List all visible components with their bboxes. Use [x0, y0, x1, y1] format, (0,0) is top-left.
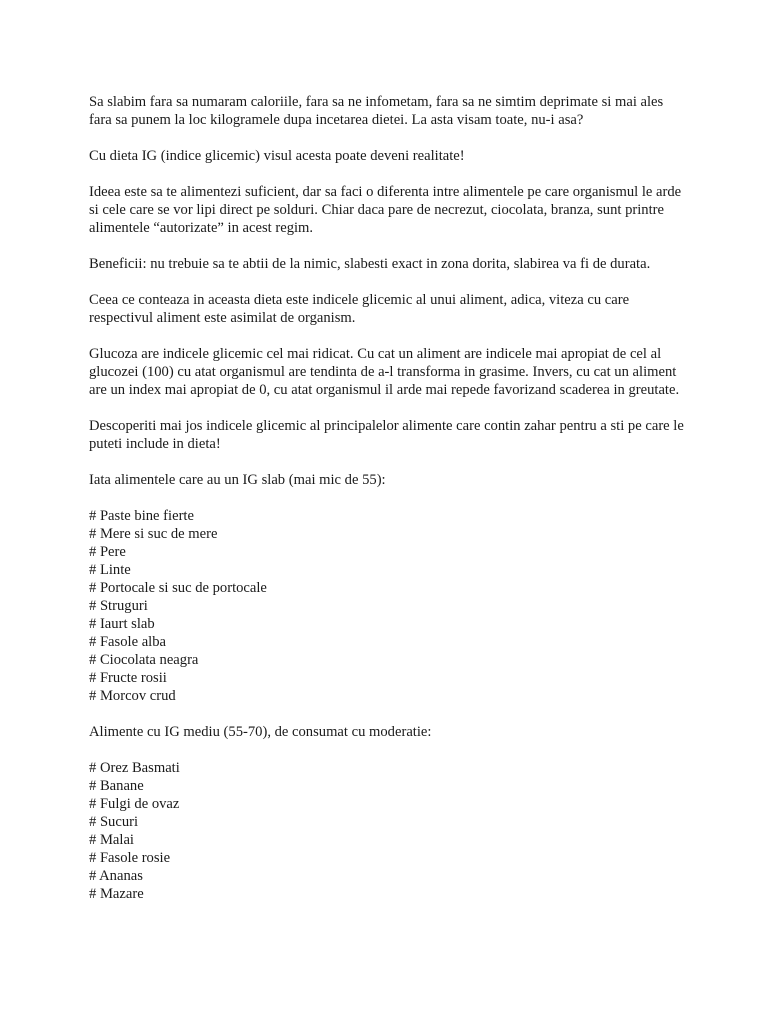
- list-item: # Struguri: [89, 598, 148, 614]
- glucose-paragraph: Glucoza are indicele glicemic cel mai ridicat. Cu cat un aliment are indicele mai apropiat de cel al glucozei (100) cu atat organismul are tendinta de a-l transforma in grasime. Invers, cu cat un aliment are un index mai apropiat de 0, cu atat organismul il arde mai repede favorizand scaderea in greutate.: [89, 346, 680, 398]
- benefits-paragraph: Beneficii: nu trebuie sa te abtii de la nimic, slabesti exact in zona dorita, slabirea va fi de durata.: [89, 256, 651, 272]
- low-ig-list: [89, 507, 689, 705]
- list-item: # Malai: [89, 832, 134, 848]
- list-item: # Iaurt slab: [89, 616, 155, 632]
- list-item: # Ciocolata neagra: [89, 652, 199, 668]
- list-item: # Pere: [89, 544, 126, 560]
- list-item: # Mere si suc de mere: [89, 526, 218, 542]
- list-item: # Paste bine fierte: [89, 508, 194, 524]
- list-item: # Banane: [89, 778, 144, 794]
- low-ig-heading: Iata alimentele care au un IG slab (mai mic de 55):: [89, 472, 386, 488]
- list-item: # Orez Basmati: [89, 760, 180, 776]
- list-item: # Morcov crud: [89, 688, 176, 704]
- list-item: # Linte: [89, 562, 131, 578]
- list-item: # Mazare: [89, 886, 144, 902]
- list-item: # Sucuri: [89, 814, 139, 830]
- medium-ig-list: [89, 759, 689, 903]
- intro-paragraph: Ceea ce conteaza in aceasta dieta este indicele glicemic al unui aliment, adica, viteza cu care respectivul aliment este asimilat de organism.: [89, 292, 630, 326]
- intro-paragraph: Cu dieta IG (indice glicemic) visul acesta poate deveni realitate!: [89, 148, 465, 164]
- list-item: # Ananas: [89, 868, 143, 884]
- medium-ig-heading: Alimente cu IG mediu (55-70), de consumat cu moderatie:: [89, 724, 432, 740]
- list-item: # Fasole rosie: [89, 850, 171, 866]
- list-item: # Fructe rosii: [89, 670, 167, 686]
- document-body: [89, 93, 689, 921]
- intro-paragraph: Descoperiti mai jos indicele glicemic al principalelor alimente care contin zahar pentru a sti pe care le puteti include in dieta!: [89, 418, 684, 452]
- intro-paragraph: Sa slabim fara sa numaram caloriile, fara sa ne infometam, fara sa ne simtim deprimate si mai ales fara sa punem la loc kilogramele dupa incetarea dietei. La asta visam toate, nu-i asa?: [89, 94, 664, 128]
- list-item: # Portocale si suc de portocale: [89, 580, 267, 596]
- list-item: # Fulgi de ovaz: [89, 796, 180, 812]
- list-item: # Fasole alba: [89, 634, 167, 650]
- intro-paragraph: Ideea este sa te alimentezi suficient, dar sa faci o diferenta intre alimentele pe care organismul le arde si cele care se vor lipi direct pe solduri. Chiar daca pare de necrezut, ciocolata, branza, sunt printre alimentele “autorizate” in acest regim.: [89, 184, 682, 236]
